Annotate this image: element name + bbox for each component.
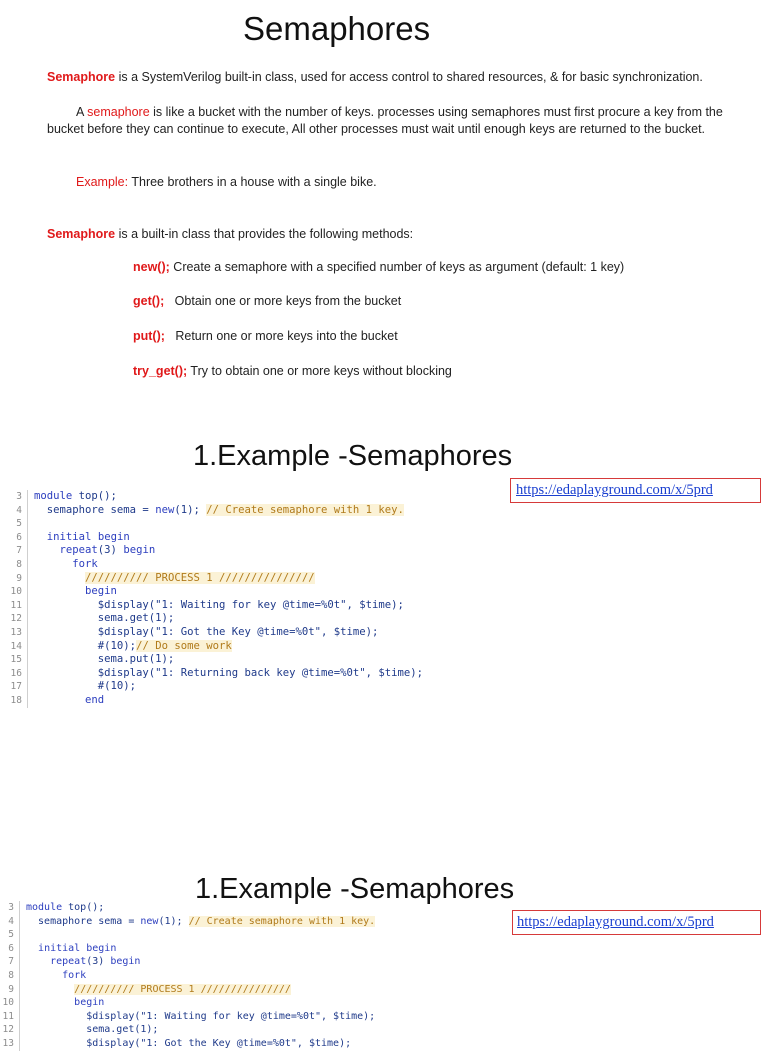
- code-line: [0, 955, 375, 969]
- code-line: [0, 1037, 375, 1051]
- link-box: [510, 478, 761, 503]
- code-line: [0, 969, 375, 983]
- example-title-2: 1.Example -Semaphores: [195, 873, 515, 905]
- code-text: module top();: [26, 902, 105, 913]
- line-number: 4: [0, 915, 20, 929]
- page-title: Semaphores: [243, 10, 431, 47]
- method-put: [133, 329, 398, 343]
- code-text: module top();: [34, 490, 117, 502]
- method-name: get();: [133, 294, 165, 308]
- code-text: fork: [62, 969, 87, 981]
- code-line: [0, 694, 423, 708]
- line-number: 13: [0, 1037, 20, 1051]
- code-line: [0, 928, 375, 942]
- code-block: [0, 490, 423, 708]
- code-text: begin: [85, 585, 117, 598]
- edaplayground-link[interactable]: https://edaplayground.com/x/5prd: [516, 482, 713, 498]
- code-text: begin: [74, 997, 105, 1009]
- line-number: 9: [0, 572, 28, 586]
- line-number: 16: [0, 667, 28, 681]
- code-text: #(10);// Do some work: [34, 639, 232, 652]
- line-number: 17: [0, 680, 28, 694]
- method-name: new();: [133, 260, 170, 274]
- method-desc: Return one or more keys into the bucket: [164, 329, 398, 343]
- link-box-2: [512, 910, 761, 935]
- intro-paragraph: [47, 69, 747, 86]
- code-line: [0, 626, 423, 640]
- method-name: try_get();: [133, 364, 188, 378]
- code-text: sema.get(1);: [34, 612, 175, 625]
- example-text: Three brothers in a house with a single bike.: [131, 175, 377, 189]
- code-line: [0, 901, 375, 915]
- line-number: 14: [0, 640, 28, 654]
- method-try-get: [133, 364, 452, 378]
- line-number: 10: [0, 996, 20, 1010]
- example-line: [76, 174, 377, 191]
- code-line: [0, 667, 423, 681]
- line-number: 15: [0, 653, 28, 667]
- code-line: [0, 599, 423, 613]
- code-text: $display("1: Waiting for key @time=%0t", $time);: [34, 598, 404, 611]
- method-desc: Create a semaphore with a specified number of keys as argument (default: 1 key): [169, 260, 625, 274]
- code-text: repeat(3) begin: [50, 956, 141, 968]
- code-text: #(10);: [34, 680, 137, 693]
- bucket-text: is like a bucket with the number of keys. processes using semaphores must first procure a key from the bucket before they can continue to execute, All other processes must wait until enough keys are returned to the bucket.: [47, 105, 723, 136]
- line-number: 8: [0, 969, 20, 983]
- code-text: sema.put(1);: [34, 653, 175, 666]
- line-number: 4: [0, 504, 28, 518]
- line-number: 5: [0, 928, 20, 942]
- code-line: [0, 558, 423, 572]
- code-text: $display("1: Got the Key @time=%0t", $time);: [26, 1037, 352, 1049]
- method-desc: Obtain one or more keys from the bucket: [164, 294, 402, 308]
- line-number: 6: [0, 942, 20, 956]
- code-line: [0, 490, 423, 504]
- methods-intro: [47, 226, 413, 243]
- bucket-pre: A: [76, 105, 88, 119]
- line-number: 18: [0, 694, 28, 708]
- code-text: $display("1: Waiting for key @time=%0t", $time);: [26, 1010, 376, 1022]
- example-title: 1.Example -Semaphores: [193, 440, 513, 472]
- code-line: [0, 942, 375, 956]
- line-number: 12: [0, 612, 28, 626]
- methods-intro-text: is a built-in class that provides the following methods:: [115, 227, 414, 241]
- edaplayground-link-2[interactable]: https://edaplayground.com/x/5prd: [517, 914, 714, 930]
- line-number: 6: [0, 531, 28, 545]
- code-line: [0, 572, 423, 586]
- code-text: fork: [72, 557, 98, 570]
- code-line: [0, 585, 423, 599]
- line-number: 3: [0, 490, 28, 504]
- line-number: 11: [0, 1010, 20, 1024]
- code-text: sema.get(1);: [26, 1024, 159, 1036]
- line-number: 5: [0, 517, 28, 531]
- line-number: 12: [0, 1023, 20, 1037]
- code-line: [0, 504, 423, 518]
- method-new: [133, 260, 624, 274]
- code-line: [0, 517, 423, 531]
- code-text: repeat(3) begin: [59, 544, 156, 557]
- bucket-paragraph: [47, 104, 727, 138]
- intro-text: is a SystemVerilog built-in class, used for access control to shared resources, & for basic synchronization.: [115, 70, 703, 84]
- code-text: semaphore sema = new(1); // Create semaphore with 1 key.: [34, 503, 404, 516]
- code-text: end: [85, 693, 105, 706]
- code-text: initial begin: [46, 530, 130, 543]
- code-line: [0, 680, 423, 694]
- line-number: 11: [0, 599, 28, 613]
- code-text: initial begin: [38, 942, 117, 954]
- semaphore-term: semaphore: [87, 105, 150, 119]
- code-line: [0, 640, 423, 654]
- example-label: Example:: [76, 175, 129, 189]
- semaphore-term: Semaphore: [47, 70, 116, 84]
- code-line: [0, 653, 423, 667]
- line-number: 10: [0, 585, 28, 599]
- line-number: 3: [0, 901, 20, 915]
- code-text: $display("1: Got the Key @time=%0t", $time);: [34, 625, 379, 638]
- code-text: ////////// PROCESS 1 ///////////////: [74, 983, 291, 995]
- code-text: $display("1: Returning back key @time=%0t", $time);: [34, 666, 424, 679]
- line-number: 7: [0, 955, 20, 969]
- code-line: [0, 1023, 375, 1037]
- code-line: [0, 983, 375, 997]
- line-number: 7: [0, 544, 28, 558]
- semaphore-term: Semaphore: [47, 227, 116, 241]
- code-line: [0, 996, 375, 1010]
- code-line: [0, 612, 423, 626]
- method-get: [133, 294, 401, 308]
- code-line: [0, 544, 423, 558]
- code-line: [0, 531, 423, 545]
- code-line: [0, 915, 375, 929]
- line-number: 8: [0, 558, 28, 572]
- method-name: put();: [133, 329, 165, 343]
- code-block-2: [0, 901, 375, 1051]
- code-line: [0, 1010, 375, 1024]
- method-desc: Try to obtain one or more keys without blocking: [187, 364, 452, 378]
- code-text: semaphore sema = new(1); // Create semaphore with 1 key.: [26, 915, 376, 927]
- line-number: 9: [0, 983, 20, 997]
- line-number: 13: [0, 626, 28, 640]
- code-text: ////////// PROCESS 1 ///////////////: [85, 571, 315, 584]
